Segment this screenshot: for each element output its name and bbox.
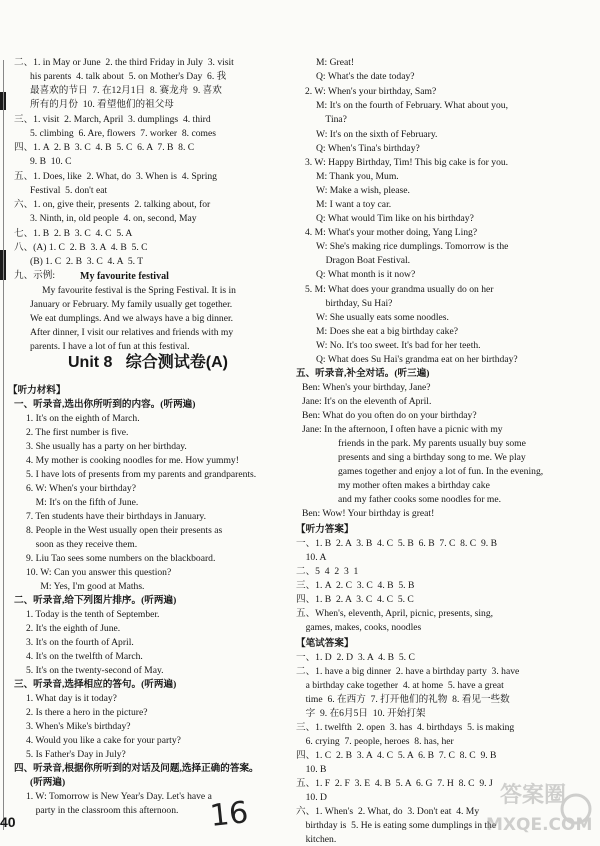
answer-line: 一、1. B 2. A 3. B 4. C 5. B 6. B 7. C 8. C 9. B <box>296 538 497 549</box>
handwritten-note: 16 <box>208 795 250 834</box>
transcript-line: M: Thank you, Mum. <box>316 171 399 182</box>
unit-title: Unit 8 综合测试卷(A) <box>68 354 228 371</box>
answer-line: kitchen. <box>296 834 337 845</box>
transcript-line: 5. M: What does your grandma usually do on her <box>305 284 494 295</box>
answer-line: his parents 4. talk about 5. on Mother's Day 6. 我 <box>30 71 227 82</box>
transcript-line: Q: What would Tim like on his birthday? <box>316 213 474 224</box>
watermark <box>484 783 594 841</box>
answer-line: time 6. 在西方 7. 打开他们的礼物 8. 看见一些数 <box>296 694 510 705</box>
answer-line: 三、1. twelfth 2. open 3. has 4. birthdays 5. is making <box>296 722 515 733</box>
transcript-line: 8. People in the West usually open their presents as <box>26 525 223 536</box>
section-title: 二、听录音,给下列图片排序。(听两遍) <box>14 595 177 606</box>
answer-line: 所有的月份 10. 看望他们的祖父母 <box>30 99 174 110</box>
transcript-line: 5. I have lots of presents from my parents and grandparents. <box>26 469 257 480</box>
transcript-line: Q: When's Tina's birthday? <box>316 143 420 154</box>
dialogue-line: Jane: It's on the eleventh of April. <box>302 396 432 407</box>
transcript-line: W: It's on the sixth of February. <box>316 129 438 140</box>
watermark-cn: 答案圈 <box>500 783 567 808</box>
transcript-line: M: Does she eat a big birthday cake? <box>316 326 458 337</box>
transcript-line: M: Yes, I'm good at Maths. <box>26 581 145 592</box>
answer-line: 5. climbing 6. Are, flowers 7. worker 8. comes <box>30 128 216 139</box>
transcript-line: 6. W: When's your birthday? <box>26 483 136 494</box>
transcript-line: Q: What's the date today? <box>316 71 415 82</box>
essay-line: January or February. My family usually get together. <box>30 299 233 310</box>
transcript-line: Dragon Boat Festival. <box>316 255 411 266</box>
answer-line: 6. crying 7. people, heroes 8. has, her <box>296 736 454 747</box>
section-heading: 【听力答案】 <box>296 524 354 535</box>
page-number: 40 <box>0 814 16 830</box>
essay-line: After dinner, I visit our relatives and friends with my <box>30 327 234 338</box>
transcript-line: 3. It's on the fourth of April. <box>26 637 134 648</box>
answer-line: 七、1. B 2. B 3. C 4. C 5. A <box>14 228 133 239</box>
dialogue-line: Jane: In the afternoon, I often have a picnic with my <box>302 424 503 435</box>
answer-line: 六、1. When's 2. What, do 3. Don't eat 4. My <box>296 806 480 817</box>
transcript-line: M: It's on the fifth of June. <box>26 497 139 508</box>
transcript-line: 5. Is Father's Day in July? <box>26 749 126 760</box>
answer-line: 三、1. A 2. C 3. C 4. B 5. B <box>296 580 415 591</box>
answer-line: 一、1. D 2. D 3. A 4. B 5. C <box>296 652 415 663</box>
answer-line: 三、1. visit 2. March, April 3. dumplings 4. third <box>14 114 211 125</box>
answer-line: 六、1. on, give their, presents 2. talking about, for <box>14 199 211 210</box>
answer-line: 10. A <box>296 552 327 563</box>
transcript-line: 10. W: Can you answer this question? <box>26 567 172 578</box>
transcript-line: Q: What month is it now? <box>316 269 416 280</box>
transcript-line: 1. What day is it today? <box>26 693 117 704</box>
transcript-line: W: No. It's too sweet. It's bad for her teeth. <box>316 340 481 351</box>
answer-line: 二、1. in May or June 2. the third Friday in July 3. visit <box>14 57 234 68</box>
transcript-line: 1. Today is the tenth of September. <box>26 609 160 620</box>
answer-line: 9. B 10. C <box>30 156 72 167</box>
answer-line: 四、1. B 2. A 3. C 4. C 5. C <box>296 594 414 605</box>
essay-title: My favourite festival <box>80 271 169 282</box>
answer-line: birthday is 5. He is eating some dumplings in the <box>296 820 497 831</box>
section-heading: 【听力材料】 <box>8 385 66 396</box>
dialogue-line: Ben: When's your birthday, Jane? <box>302 382 431 393</box>
dialogue-line: and my father cooks some noodles for me. <box>338 494 502 505</box>
transcript-line: 2. It's the eighth of June. <box>26 623 121 634</box>
answer-line: 九、示例: <box>14 270 56 281</box>
transcript-line: M: Great! <box>316 57 355 68</box>
answer-line: 3. Ninth, in, old people 4. on, second, May <box>30 213 197 224</box>
transcript-line: W: She's making rice dumplings. Tomorrow is the <box>316 241 509 252</box>
transcript-line: Tina? <box>316 114 347 125</box>
answer-line: 五、1. Does, like 2. What, do 3. When is 4. Spring <box>14 171 217 182</box>
transcript-line: soon as they receive them. <box>26 539 138 550</box>
transcript-line: 4. It's on the twelfth of March. <box>26 651 143 662</box>
transcript-line: W: She usually eats some noodles. <box>316 312 449 323</box>
essay-line: parents. I have a lot of fun at this festival. <box>30 341 190 352</box>
section-heading: 【笔试答案】 <box>296 638 354 649</box>
section-title: 四、听录音,根据你所听到的对话及问题,选择正确的答案。 <box>14 763 259 774</box>
answer-line: (B) 1. C 2. B 3. C 4. A 5. T <box>30 256 144 267</box>
transcript-line: 2. W: When's your birthday, Sam? <box>305 86 437 97</box>
transcript-line: W: Make a wish, please. <box>316 185 410 196</box>
essay-line: My favourite festival is the Spring Festival. It is in <box>42 285 236 296</box>
transcript-line: 3. She usually has a party on her birthday. <box>26 441 187 452</box>
margin-line <box>3 60 4 830</box>
dialogue-line: friends in the park. My parents usually buy some <box>338 438 526 449</box>
answer-line: 四、1. A 2. B 3. C 4. B 5. C 6. A 7. B 8. C <box>14 142 195 153</box>
transcript-line: 4. Would you like a cake for your party? <box>26 735 181 746</box>
dialogue-line: Ben: What do you often do on your birthday? <box>302 410 477 421</box>
transcript-line: M: It's on the fourth of February. What about you, <box>316 100 508 111</box>
transcript-line: 4. My mother is cooking noodles for me. How yummy! <box>26 455 239 466</box>
dialogue-line: presents and sing a birthday song to me. We play <box>338 452 526 463</box>
watermark-en: MXQE.COM <box>486 815 593 835</box>
essay-line: We eat dumplings. And we always have a big dinner. <box>30 313 234 324</box>
answer-line: 二、5 4 2 3 1 <box>296 566 359 577</box>
answer-line: 字 9. 在6月5日 10. 开始打架 <box>296 708 426 719</box>
answer-line: 五、1. F 2. F 3. E 4. B 5. A 6. G 7. H 8. C 9. J <box>296 778 493 789</box>
transcript-line: birthday, Su Hai? <box>316 298 393 309</box>
answer-line: a birthday cake together 4. at home 5. have a great <box>296 680 504 691</box>
section-title: 一、听录音,选出你所听到的内容。(听两遍) <box>14 399 196 410</box>
dialogue-line: my mother often makes a birthday cake <box>338 480 490 491</box>
answer-line: 最喜欢的节日 7. 在12月1日 8. 赛龙舟 9. 喜欢 <box>30 85 222 96</box>
transcript-line: 3. When's Mike's birthday? <box>26 721 131 732</box>
transcript-line: M: I want a toy car. <box>316 199 392 210</box>
transcript-line: Q: What does Su Hai's grandma eat on her birthday? <box>316 354 518 365</box>
answer-line: Festival 5. don't eat <box>30 185 108 196</box>
answer-line: 四、1. C 2. B 3. A 4. C 5. A 6. B 7. C 8. C 9. B <box>296 750 497 761</box>
transcript-line: 3. W: Happy Birthday, Tim! This big cake is for you. <box>305 157 509 168</box>
section-note: (听两遍) <box>30 777 66 788</box>
transcript-line: 1. W: Tomorrow is New Year's Day. Let's have a <box>26 791 212 802</box>
transcript-line: 2. Is there a hero in the picture? <box>26 707 148 718</box>
answer-line: 八、(A) 1. C 2. B 3. A 4. B 5. C <box>14 242 148 253</box>
section-title: 三、听录音,选择相应的答句。(听两遍) <box>14 679 177 690</box>
transcript-line: 5. It's on the twenty-second of May. <box>26 665 164 676</box>
answer-line: 五、When's, eleventh, April, picnic, presents, sing, <box>296 608 494 619</box>
answer-line: 10. B <box>296 764 327 775</box>
dialogue-line: games together and enjoy a lot of fun. In the evening, <box>338 466 544 477</box>
answer-line: 10. D <box>296 792 327 803</box>
transcript-line: 2. The first number is five. <box>26 427 129 438</box>
answer-line: 二、1. have a big dinner 2. have a birthday party 3. have <box>296 666 520 677</box>
section-title: 五、听录音,补全对话。(听三遍) <box>296 368 430 379</box>
transcript-line: 7. Ten students have their birthdays in January. <box>26 511 206 522</box>
transcript-line: 4. M: What's your mother doing, Yang Ling? <box>305 227 478 238</box>
transcript-line: 1. It's on the eighth of March. <box>26 413 140 424</box>
transcript-line: party in the classroom this afternoon. <box>26 805 179 816</box>
answer-line: games, makes, cooks, noodles <box>296 622 422 633</box>
transcript-line: 9. Liu Tao sees some numbers on the blackboard. <box>26 553 216 564</box>
dialogue-line: Ben: Wow! Your birthday is great! <box>302 508 435 519</box>
